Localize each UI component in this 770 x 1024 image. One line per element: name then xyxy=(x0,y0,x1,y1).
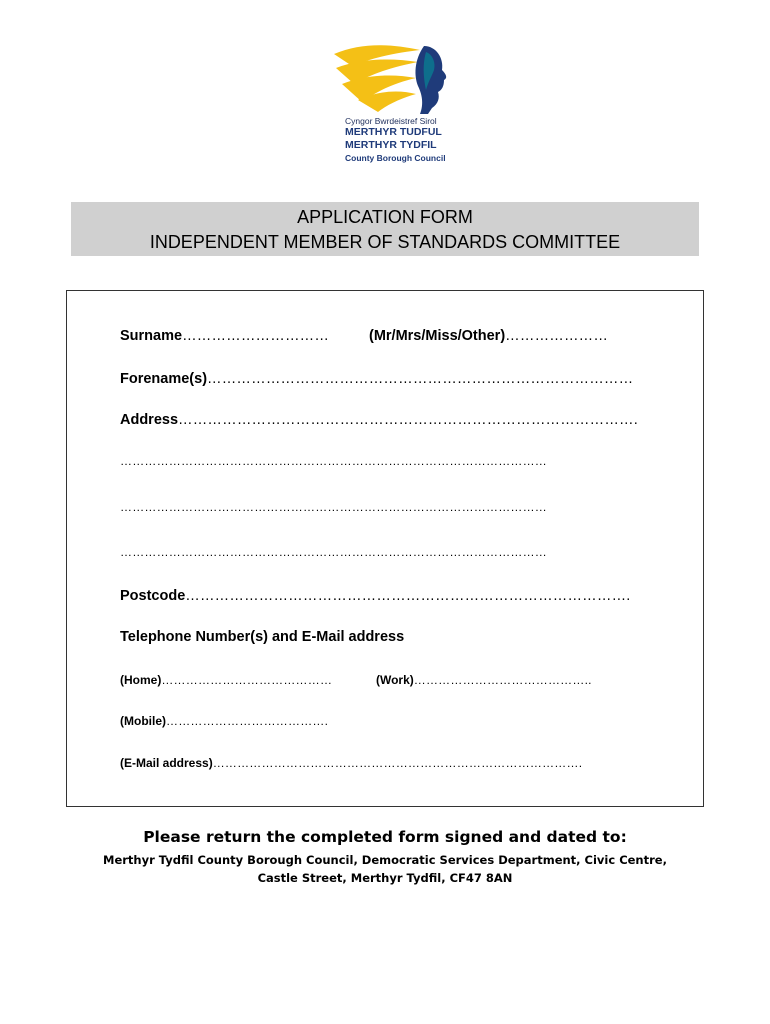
title-label: (Mr/Mrs/Miss/Other) xyxy=(369,328,506,344)
logo-english-name: MERTHYR TYDFIL xyxy=(345,139,437,151)
form-title: APPLICATION FORM xyxy=(297,207,473,227)
surname-dots: ………………………… xyxy=(182,328,330,344)
logo-welsh-name: MERTHYR TUDFUL xyxy=(345,126,442,138)
title-banner xyxy=(71,202,699,256)
postcode-dots: ………………………………………………………………………………. xyxy=(185,588,631,604)
title-dots: ………………… xyxy=(505,328,609,344)
mobile-label: (Mobile) xyxy=(120,714,166,728)
council-logo xyxy=(332,40,452,168)
home-dots: …………………………………… xyxy=(161,673,333,687)
address-label: Address xyxy=(120,412,179,428)
return-address-line-1: Merthyr Tydfil County Borough Council, Democratic Services Department, Civic Centre, xyxy=(103,853,667,867)
address-line-3-dots: …………………………………………………………………………………………… xyxy=(120,500,547,514)
home-phone-field[interactable] xyxy=(120,673,332,687)
telephone-heading: Telephone Number(s) and E-Mail address xyxy=(120,629,405,645)
logo-council-text: County Borough Council xyxy=(345,153,446,163)
address-line-2-dots: …………………………………………………………………………………………… xyxy=(120,454,547,468)
email-field[interactable] xyxy=(120,756,582,770)
work-label: (Work) xyxy=(376,673,414,687)
return-instructions: Please return the completed form signed and dated to: xyxy=(143,828,627,846)
work-dots: …………………………………….. xyxy=(413,673,592,687)
email-label: (E-Mail address) xyxy=(120,756,213,770)
forename-dots: …………………………………………………………………………… xyxy=(207,371,634,387)
forename-label: Forename(s) xyxy=(120,371,208,387)
mobile-phone-field[interactable] xyxy=(120,714,328,728)
address-line-4[interactable] xyxy=(120,545,547,559)
home-label: (Home) xyxy=(120,673,162,687)
surname-label: Surname xyxy=(120,328,183,344)
return-address-line-2: Castle Street, Merthyr Tydfil, CF47 8AN xyxy=(257,871,513,885)
address-dots: …………………………………………………………………………………. xyxy=(178,412,638,428)
title-field[interactable] xyxy=(369,328,608,344)
address-line-4-dots: …………………………………………………………………………………………… xyxy=(120,545,547,559)
form-subtitle: INDEPENDENT MEMBER OF STANDARDS COMMITTEE xyxy=(149,232,621,252)
mobile-dots: …………………………………. xyxy=(166,714,329,728)
return-address xyxy=(0,851,770,887)
address-field[interactable] xyxy=(120,412,638,428)
address-line-3[interactable] xyxy=(120,500,547,514)
logo-welsh-text: Cyngor Bwrdeistref Sirol xyxy=(345,116,437,126)
address-line-2[interactable] xyxy=(120,454,547,468)
council-emblem-icon xyxy=(332,40,452,116)
work-phone-field[interactable] xyxy=(376,673,592,687)
forename-field[interactable] xyxy=(120,371,633,387)
postcode-label: Postcode xyxy=(120,588,186,604)
surname-field[interactable] xyxy=(120,328,329,344)
application-form xyxy=(66,290,704,807)
email-dots: ………………………………………………………………………………. xyxy=(212,756,583,770)
postcode-field[interactable] xyxy=(120,588,631,604)
